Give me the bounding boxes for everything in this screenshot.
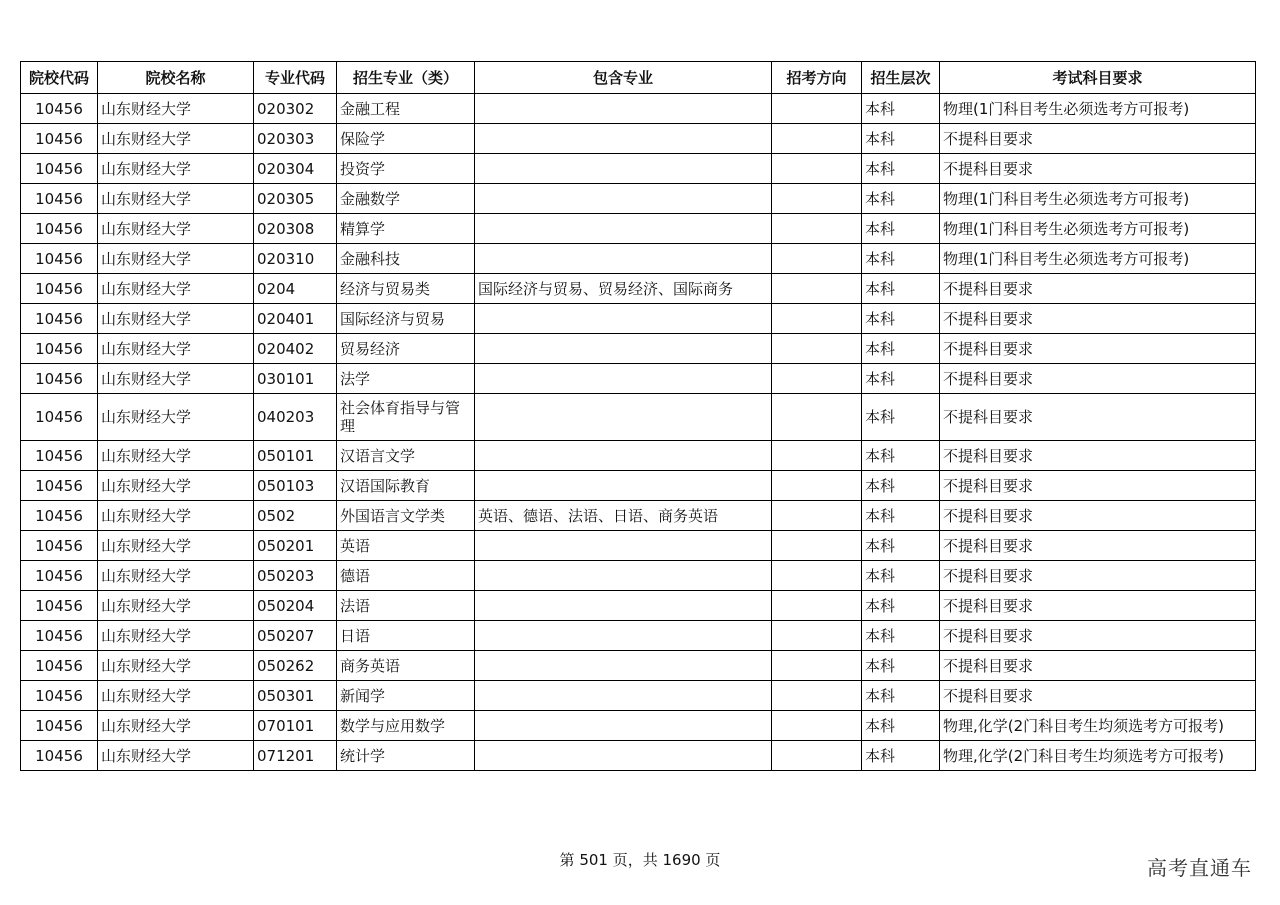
cell-major-code: 020402 bbox=[254, 334, 337, 364]
cell-subject-requirement: 不提科目要求 bbox=[940, 441, 1256, 471]
cell-major-code: 020305 bbox=[254, 184, 337, 214]
cell-direction bbox=[772, 711, 862, 741]
cell-major-code: 050103 bbox=[254, 471, 337, 501]
cell-school-name: 山东财经大学 bbox=[98, 124, 254, 154]
cell-included-majors bbox=[475, 124, 772, 154]
table-row bbox=[21, 681, 1256, 711]
cell-direction bbox=[772, 471, 862, 501]
cell-major-code: 050101 bbox=[254, 441, 337, 471]
cell-level: 本科 bbox=[862, 124, 940, 154]
cell-school-code: 10456 bbox=[21, 214, 98, 244]
cell-school-name: 山东财经大学 bbox=[98, 561, 254, 591]
cell-school-name: 山东财经大学 bbox=[98, 304, 254, 334]
cell-level: 本科 bbox=[862, 154, 940, 184]
cell-school-name: 山东财经大学 bbox=[98, 621, 254, 651]
cell-included-majors bbox=[475, 304, 772, 334]
table-row bbox=[21, 154, 1256, 184]
table-row bbox=[21, 124, 1256, 154]
table-row bbox=[21, 561, 1256, 591]
cell-school-code: 10456 bbox=[21, 244, 98, 274]
cell-school-code: 10456 bbox=[21, 184, 98, 214]
table-row bbox=[21, 621, 1256, 651]
cell-direction bbox=[772, 184, 862, 214]
cell-major-name: 法学 bbox=[337, 364, 475, 394]
cell-major-name: 德语 bbox=[337, 561, 475, 591]
cell-direction bbox=[772, 681, 862, 711]
cell-level: 本科 bbox=[862, 531, 940, 561]
cell-direction bbox=[772, 741, 862, 771]
cell-school-code: 10456 bbox=[21, 591, 98, 621]
cell-subject-requirement: 物理,化学(2门科目考生均须选考方可报考) bbox=[940, 711, 1256, 741]
cell-direction bbox=[772, 531, 862, 561]
cell-included-majors bbox=[475, 334, 772, 364]
cell-major-code: 050201 bbox=[254, 531, 337, 561]
table-row bbox=[21, 364, 1256, 394]
cell-school-code: 10456 bbox=[21, 364, 98, 394]
cell-major-code: 050203 bbox=[254, 561, 337, 591]
cell-major-name: 新闻学 bbox=[337, 681, 475, 711]
cell-major-code: 050207 bbox=[254, 621, 337, 651]
cell-major-code: 020302 bbox=[254, 94, 337, 124]
cell-school-name: 山东财经大学 bbox=[98, 334, 254, 364]
cell-included-majors bbox=[475, 94, 772, 124]
cell-school-name: 山东财经大学 bbox=[98, 711, 254, 741]
cell-school-name: 山东财经大学 bbox=[98, 364, 254, 394]
header-major-name: 招生专业（类） bbox=[337, 62, 475, 94]
cell-major-code: 020304 bbox=[254, 154, 337, 184]
cell-major-name: 金融数学 bbox=[337, 184, 475, 214]
cell-major-code: 050301 bbox=[254, 681, 337, 711]
cell-school-name: 山东财经大学 bbox=[98, 531, 254, 561]
cell-level: 本科 bbox=[862, 441, 940, 471]
table-row bbox=[21, 441, 1256, 471]
cell-school-code: 10456 bbox=[21, 651, 98, 681]
header-subject-requirement: 考试科目要求 bbox=[940, 62, 1256, 94]
cell-direction bbox=[772, 124, 862, 154]
cell-included-majors bbox=[475, 741, 772, 771]
cell-subject-requirement: 物理(1门科目考生必须选考方可报考) bbox=[940, 214, 1256, 244]
cell-level: 本科 bbox=[862, 334, 940, 364]
cell-subject-requirement: 不提科目要求 bbox=[940, 304, 1256, 334]
cell-major-name: 贸易经济 bbox=[337, 334, 475, 364]
cell-level: 本科 bbox=[862, 651, 940, 681]
cell-subject-requirement: 不提科目要求 bbox=[940, 651, 1256, 681]
cell-major-code: 071201 bbox=[254, 741, 337, 771]
cell-included-majors bbox=[475, 591, 772, 621]
table-row bbox=[21, 394, 1256, 441]
cell-level: 本科 bbox=[862, 471, 940, 501]
cell-included-majors bbox=[475, 651, 772, 681]
cell-level: 本科 bbox=[862, 214, 940, 244]
cell-major-code: 0204 bbox=[254, 274, 337, 304]
cell-level: 本科 bbox=[862, 274, 940, 304]
table-row bbox=[21, 214, 1256, 244]
cell-subject-requirement: 不提科目要求 bbox=[940, 274, 1256, 304]
cell-major-code: 030101 bbox=[254, 364, 337, 394]
cell-major-code: 020310 bbox=[254, 244, 337, 274]
cell-direction bbox=[772, 334, 862, 364]
cell-school-name: 山东财经大学 bbox=[98, 214, 254, 244]
cell-school-name: 山东财经大学 bbox=[98, 651, 254, 681]
cell-subject-requirement: 不提科目要求 bbox=[940, 124, 1256, 154]
table-row bbox=[21, 304, 1256, 334]
cell-school-code: 10456 bbox=[21, 621, 98, 651]
cell-major-name: 日语 bbox=[337, 621, 475, 651]
cell-level: 本科 bbox=[862, 94, 940, 124]
cell-major-name: 汉语言文学 bbox=[337, 441, 475, 471]
cell-level: 本科 bbox=[862, 591, 940, 621]
table-row bbox=[21, 501, 1256, 531]
cell-included-majors: 英语、德语、法语、日语、商务英语 bbox=[475, 501, 772, 531]
cell-direction bbox=[772, 561, 862, 591]
cell-school-name: 山东财经大学 bbox=[98, 681, 254, 711]
header-school-code: 院校代码 bbox=[21, 62, 98, 94]
cell-level: 本科 bbox=[862, 394, 940, 441]
cell-major-code: 0502 bbox=[254, 501, 337, 531]
cell-school-name: 山东财经大学 bbox=[98, 741, 254, 771]
cell-major-name: 金融科技 bbox=[337, 244, 475, 274]
cell-level: 本科 bbox=[862, 364, 940, 394]
page-number: 第 501 页，共 1690 页 bbox=[559, 851, 721, 869]
cell-level: 本科 bbox=[862, 184, 940, 214]
cell-school-code: 10456 bbox=[21, 441, 98, 471]
cell-included-majors bbox=[475, 184, 772, 214]
cell-level: 本科 bbox=[862, 501, 940, 531]
table-row bbox=[21, 591, 1256, 621]
cell-level: 本科 bbox=[862, 304, 940, 334]
cell-school-code: 10456 bbox=[21, 274, 98, 304]
cell-major-name: 经济与贸易类 bbox=[337, 274, 475, 304]
cell-subject-requirement: 不提科目要求 bbox=[940, 364, 1256, 394]
cell-included-majors bbox=[475, 364, 772, 394]
cell-school-code: 10456 bbox=[21, 561, 98, 591]
cell-major-name: 数学与应用数学 bbox=[337, 711, 475, 741]
cell-school-name: 山东财经大学 bbox=[98, 394, 254, 441]
cell-included-majors bbox=[475, 711, 772, 741]
cell-major-code: 020308 bbox=[254, 214, 337, 244]
cell-included-majors: 国际经济与贸易、贸易经济、国际商务 bbox=[475, 274, 772, 304]
cell-school-name: 山东财经大学 bbox=[98, 244, 254, 274]
cell-included-majors bbox=[475, 621, 772, 651]
cell-major-name: 社会体育指导与管理 bbox=[337, 394, 475, 441]
cell-school-code: 10456 bbox=[21, 711, 98, 741]
cell-major-code: 070101 bbox=[254, 711, 337, 741]
table-row bbox=[21, 94, 1256, 124]
table-row bbox=[21, 184, 1256, 214]
cell-included-majors bbox=[475, 214, 772, 244]
header-level: 招生层次 bbox=[862, 62, 940, 94]
header-major-code: 专业代码 bbox=[254, 62, 337, 94]
cell-direction bbox=[772, 94, 862, 124]
table-row bbox=[21, 651, 1256, 681]
cell-direction bbox=[772, 651, 862, 681]
cell-major-name: 国际经济与贸易 bbox=[337, 304, 475, 334]
cell-school-code: 10456 bbox=[21, 501, 98, 531]
cell-school-code: 10456 bbox=[21, 741, 98, 771]
cell-subject-requirement: 不提科目要求 bbox=[940, 591, 1256, 621]
cell-subject-requirement: 不提科目要求 bbox=[940, 334, 1256, 364]
admissions-table bbox=[20, 61, 1256, 771]
cell-major-name: 投资学 bbox=[337, 154, 475, 184]
cell-school-code: 10456 bbox=[21, 154, 98, 184]
cell-school-code: 10456 bbox=[21, 531, 98, 561]
cell-level: 本科 bbox=[862, 621, 940, 651]
cell-major-code: 020303 bbox=[254, 124, 337, 154]
cell-school-name: 山东财经大学 bbox=[98, 591, 254, 621]
cell-subject-requirement: 物理(1门科目考生必须选考方可报考) bbox=[940, 244, 1256, 274]
cell-major-name: 保险学 bbox=[337, 124, 475, 154]
cell-included-majors bbox=[475, 681, 772, 711]
cell-direction bbox=[772, 364, 862, 394]
cell-school-code: 10456 bbox=[21, 124, 98, 154]
table-row bbox=[21, 471, 1256, 501]
cell-subject-requirement: 不提科目要求 bbox=[940, 154, 1256, 184]
table-row bbox=[21, 274, 1256, 304]
table-header-row bbox=[21, 62, 1256, 94]
cell-included-majors bbox=[475, 244, 772, 274]
cell-direction bbox=[772, 394, 862, 441]
cell-school-name: 山东财经大学 bbox=[98, 501, 254, 531]
cell-subject-requirement: 不提科目要求 bbox=[940, 621, 1256, 651]
cell-school-code: 10456 bbox=[21, 304, 98, 334]
cell-included-majors bbox=[475, 531, 772, 561]
cell-direction bbox=[772, 304, 862, 334]
cell-subject-requirement: 不提科目要求 bbox=[940, 681, 1256, 711]
cell-included-majors bbox=[475, 471, 772, 501]
cell-major-name: 金融工程 bbox=[337, 94, 475, 124]
cell-subject-requirement: 物理(1门科目考生必须选考方可报考) bbox=[940, 94, 1256, 124]
cell-school-code: 10456 bbox=[21, 94, 98, 124]
cell-major-name: 外国语言文学类 bbox=[337, 501, 475, 531]
cell-school-name: 山东财经大学 bbox=[98, 184, 254, 214]
cell-subject-requirement: 物理,化学(2门科目考生均须选考方可报考) bbox=[940, 741, 1256, 771]
header-included-majors: 包含专业 bbox=[475, 62, 772, 94]
cell-direction bbox=[772, 214, 862, 244]
cell-major-code: 050204 bbox=[254, 591, 337, 621]
cell-school-name: 山东财经大学 bbox=[98, 154, 254, 184]
cell-included-majors bbox=[475, 441, 772, 471]
cell-school-code: 10456 bbox=[21, 394, 98, 441]
table-row bbox=[21, 741, 1256, 771]
cell-direction bbox=[772, 501, 862, 531]
admissions-table-container bbox=[20, 61, 1255, 771]
cell-major-code: 050262 bbox=[254, 651, 337, 681]
cell-direction bbox=[772, 244, 862, 274]
cell-direction bbox=[772, 591, 862, 621]
cell-level: 本科 bbox=[862, 561, 940, 591]
cell-major-name: 英语 bbox=[337, 531, 475, 561]
cell-subject-requirement: 不提科目要求 bbox=[940, 394, 1256, 441]
cell-major-name: 汉语国际教育 bbox=[337, 471, 475, 501]
cell-subject-requirement: 不提科目要求 bbox=[940, 561, 1256, 591]
cell-direction bbox=[772, 441, 862, 471]
cell-school-code: 10456 bbox=[21, 471, 98, 501]
cell-major-name: 法语 bbox=[337, 591, 475, 621]
cell-subject-requirement: 不提科目要求 bbox=[940, 531, 1256, 561]
cell-school-code: 10456 bbox=[21, 334, 98, 364]
cell-level: 本科 bbox=[862, 244, 940, 274]
cell-school-name: 山东财经大学 bbox=[98, 274, 254, 304]
cell-subject-requirement: 物理(1门科目考生必须选考方可报考) bbox=[940, 184, 1256, 214]
cell-major-name: 精算学 bbox=[337, 214, 475, 244]
cell-direction bbox=[772, 154, 862, 184]
cell-included-majors bbox=[475, 154, 772, 184]
cell-level: 本科 bbox=[862, 681, 940, 711]
cell-major-code: 040203 bbox=[254, 394, 337, 441]
cell-direction bbox=[772, 274, 862, 304]
cell-school-code: 10456 bbox=[21, 681, 98, 711]
table-row bbox=[21, 244, 1256, 274]
cell-included-majors bbox=[475, 561, 772, 591]
watermark-logo: 高考直通车 bbox=[1147, 856, 1252, 880]
cell-level: 本科 bbox=[862, 741, 940, 771]
cell-school-name: 山东财经大学 bbox=[98, 441, 254, 471]
cell-major-name: 商务英语 bbox=[337, 651, 475, 681]
table-row bbox=[21, 531, 1256, 561]
cell-major-code: 020401 bbox=[254, 304, 337, 334]
header-school-name: 院校名称 bbox=[98, 62, 254, 94]
header-direction: 招考方向 bbox=[772, 62, 862, 94]
cell-subject-requirement: 不提科目要求 bbox=[940, 471, 1256, 501]
cell-school-name: 山东财经大学 bbox=[98, 94, 254, 124]
table-row bbox=[21, 711, 1256, 741]
cell-direction bbox=[772, 621, 862, 651]
cell-subject-requirement: 不提科目要求 bbox=[940, 501, 1256, 531]
table-body bbox=[21, 94, 1256, 771]
cell-major-name: 统计学 bbox=[337, 741, 475, 771]
cell-level: 本科 bbox=[862, 711, 940, 741]
cell-included-majors bbox=[475, 394, 772, 441]
cell-school-name: 山东财经大学 bbox=[98, 471, 254, 501]
table-row bbox=[21, 334, 1256, 364]
